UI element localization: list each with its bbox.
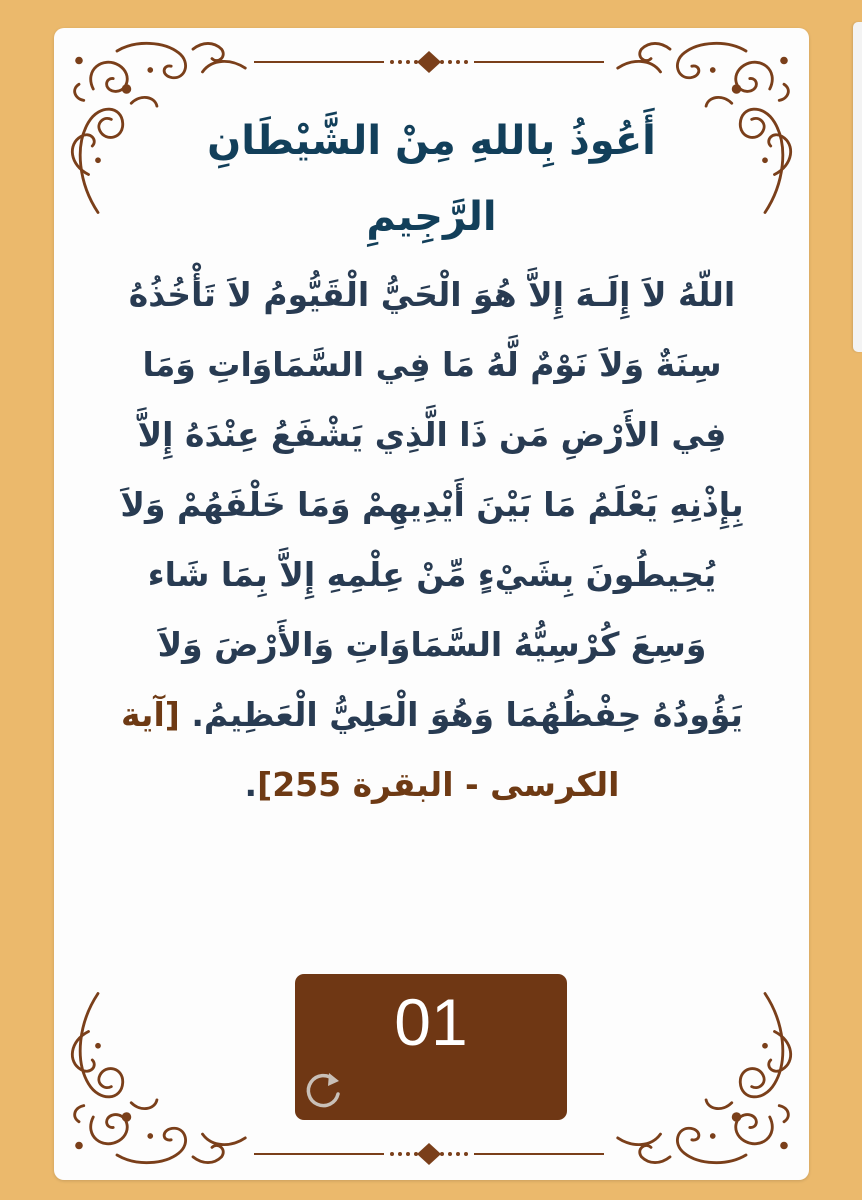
refresh-icon[interactable]: [298, 1066, 348, 1116]
dhikr-card: [54, 28, 809, 1180]
tasbih-counter-button[interactable]: [295, 974, 567, 1120]
dhikr-title: أَعُوذُ بِاللهِ مِنْ الشَّيْطَانِ الرَّجِيمِ: [207, 118, 656, 240]
end-mark: .: [244, 765, 258, 804]
diamond-divider-icon: [254, 1142, 604, 1166]
ayah-text: اللّهُ لاَ إِلَـهَ إِلاَّ هُوَ الْحَيُّ الْقَيُّومُ لاَ تَأْخُذُهُ سِنَةٌ وَلاَ نَوْمٌ لَّهُ مَا فِي السَّمَاوَاتِ وَمَا فِي الأَرْضِ مَن ذَا الَّذِي يَشْفَعُ عِنْدَهُ إِلاَّ بِإِذْنِهِ يَعْلَمُ مَا بَيْنَ أَيْدِيهِمْ وَمَا خَلْفَهُمْ وَلاَ يُحِيطُونَ بِشَيْءٍ مِّنْ عِلْمِهِ إِلاَّ بِمَا شَاء وَسِعَ كُرْسِيُّهُ السَّمَاوَاتِ وَالأَرْضَ وَلاَ يَؤُودُهُ حِفْظُهُمَا وَهُوَ الْعَلِيُّ الْعَظِيمُ.: [120, 275, 744, 734]
counter-value: 01: [394, 985, 468, 1059]
scrollbar-thumb[interactable]: [853, 22, 862, 352]
ayah-reference: [آية الكرسى - البقرة 255]: [121, 695, 620, 804]
filigree-corner-icon: [60, 984, 250, 1174]
dhikr-text: [120, 260, 744, 820]
filigree-corner-icon: [613, 984, 803, 1174]
diamond-divider-icon: [254, 50, 604, 74]
